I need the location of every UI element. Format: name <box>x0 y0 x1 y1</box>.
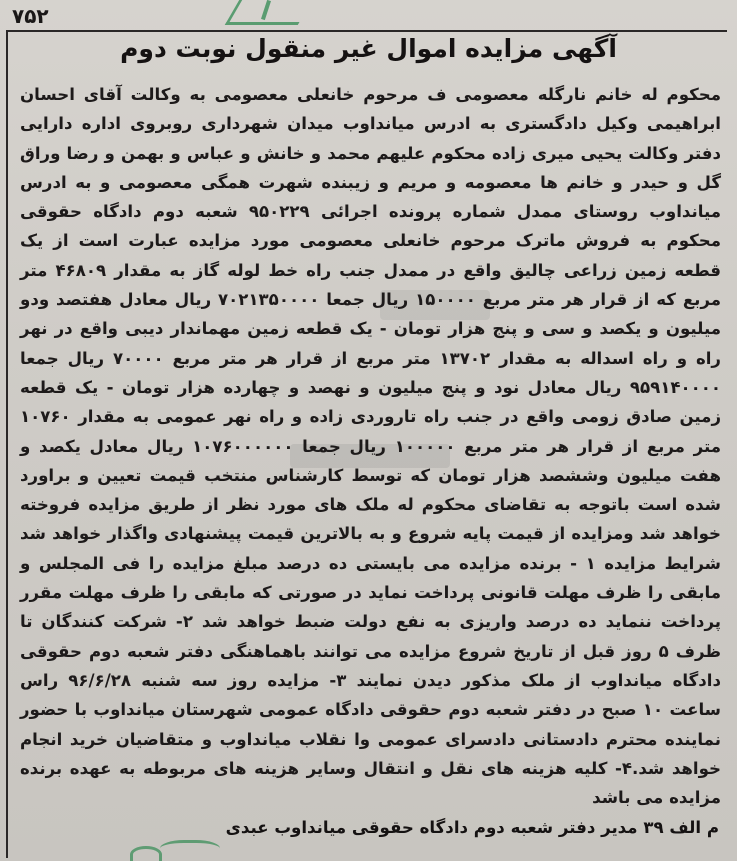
ad-title: آگهی مزایده اموال غیر منقول نوبت دوم <box>120 34 617 63</box>
ad-number: ۷۵۲ <box>12 4 49 28</box>
green-ink-mark <box>160 840 220 861</box>
ad-signature: م الف ۳۹ مدیر دفتر شعبه دوم دادگاه حقوقی میانداوب عبدی <box>225 818 719 837</box>
green-ink-mark <box>130 846 162 861</box>
ad-body: محکوم له خانم نارگله معصومی ف مرحوم خانعلی معصومی به وکالت آقای احسان ابراهیمی وکیل دادگستری به ادرس میانداوب میدان شهرداری روبروی اداره دارایی دفتر وکالت یحیی میری زاده محکوم علیهم محمد و خانش و عباس و بهمن و رضا وراق گل و حیدر و خانم ها معصومه و مریم و زیبنده شهرت همگی معصومی و به ادرس میانداوب روستای ممدل شماره پرونده اجرائی ۹۵۰۲۲۹ شعبه دوم دادگاه حقوقی محکوم به فروش ماترک مرحوم خانعلی معصومی مورد مزایده عبارت است از یک قطعه زمین زراعی چالیق واقع در ممدل جنب راه خط لوله گاز به مقدار ۴۶۸۰۹ متر مربع که از قرار هر متر مربع ۱۵۰۰۰۰ ریال جمعا ۷۰۲۱۳۵۰۰۰۰ ریال معادل هفتصد ودو میلیون و یکصد و سی و پنج هزار تومان - یک قطعه زمین مهماندار دیبی واقع در نهر راه و راه اسداله به مقدار ۱۳۷۰۲ متر مربع از قرار هر متر مربع ۷۰۰۰۰ ریال جمعا ۹۵۹۱۴۰۰۰۰ ریال معادل نود و پنج میلیون و نهصد و چهارده هزار تومان - یک قطعه زمین صادق زومی واقع در جنب راه تاروردی زاده و راه نهر عمومی به مقدار ۱۰۷۶۰ متر مربع از قرار هر متر مربع ۱۰۰۰۰۰ ریال جمعا ۱۰۷۶۰۰۰۰۰۰ ریال معادل یکصد و هفت میلیون وششصد هزار تومان که توسط کارشناس منتخب قیمت تعیین و براورد شده است باتوجه به تقاضای محکوم له ملک های مورد نظر از طریق مزایده فروخته خواهد شد ومزایده از قیمت پایه شروع و به بالاترین قیمت پیشنهادی واگذار خواهد شد شرایط مزایده ۱ - برنده مزایده می بایستی ده درصد مبلغ مزایده را فی المجلس و مابقی را ظرف مهلت قانونی پرداخت نماید در صورتی که مابقی را ظرف مهلت مقرر پرداخت ننماید ده درصد واریزی به نفع دولت ضبط خواهد شد ۲- شرکت کنندگان تا ظرف ۵ روز قبل از تاریخ شروع مزایده می توانند باهماهنگی دفتر شعبه دوم حقوقی دادگاه میانداوب از ملک مذکور دیدن نمایند ۳- مزایده روز سه شنبه ۹۶/۶/۲۸ راس ساعت ۱۰ صبح در دفتر شعبه دوم حقوقی دادگاه عمومی شهرستان میانداوب با حضور نماینده محترم دادستانی دادسرای عمومی وا نقلاب میانداوب و متقاضیان خرید انجام خواهد شد.۴- کلیه هزینه های نقل و انتقال وسایر هزینه های مربوطه به عهده برنده مزایده می باشد <box>20 85 721 808</box>
